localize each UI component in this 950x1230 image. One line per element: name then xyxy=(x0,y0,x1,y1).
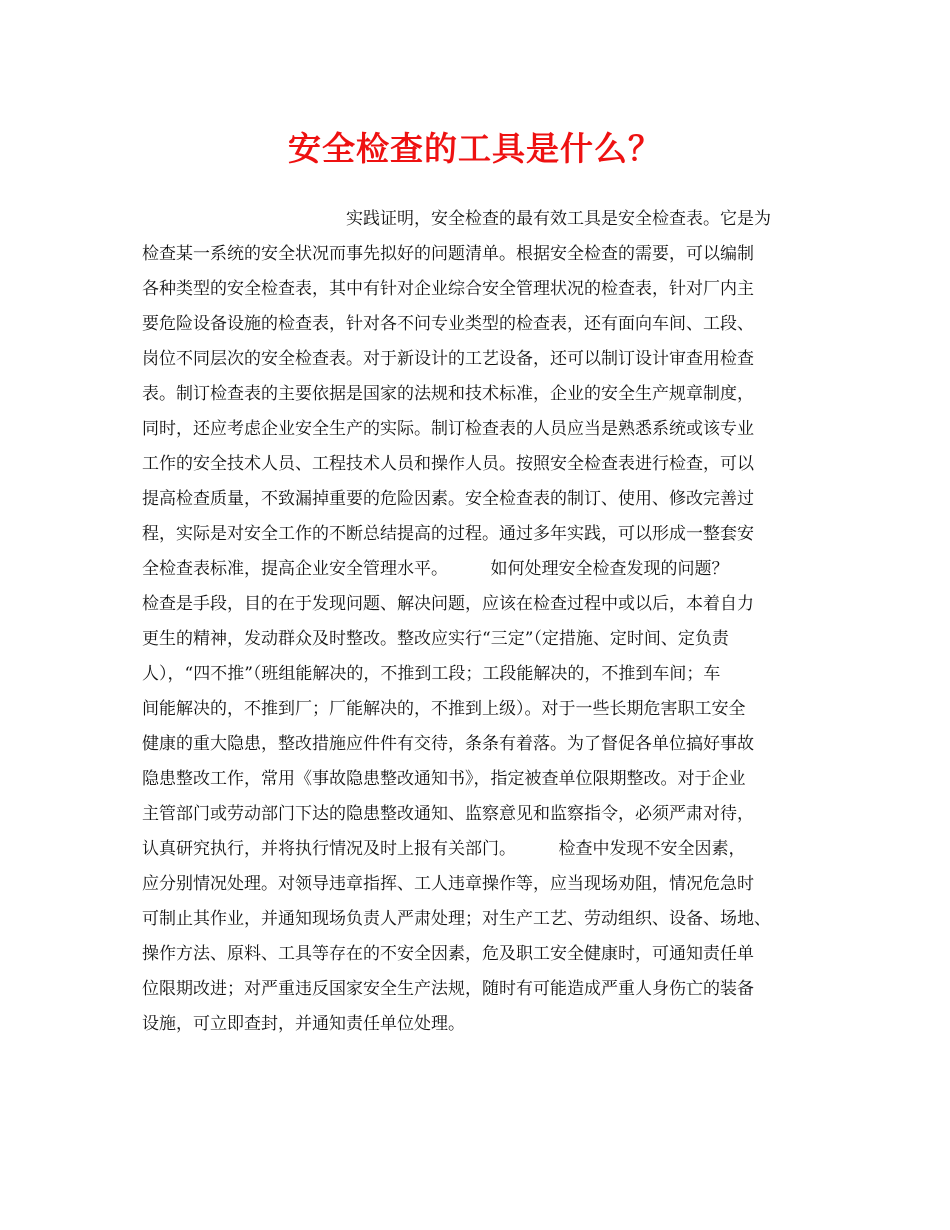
body-line: 间能解决的，不推到厂；厂能解决的，不推到上级）。对于一些长期危害职工安全 xyxy=(142,699,746,719)
body-line: 设施，可立即查封，并通知责任单位处理。 xyxy=(142,1014,465,1034)
body-line: 隐患整改工作，常用《事故隐患整改通知书》，指定被查单位限期整改。对于企业 xyxy=(142,769,746,789)
body-line: 操作方法、原料、工具等存在的不安全因素，危及职工安全健康时，可通知责任单 xyxy=(142,944,754,964)
body-line: 程，实际是对安全工作的不断总结提高的过程。通过多年实践，可以形成一整套安 xyxy=(142,524,754,544)
document-body xyxy=(142,202,822,1042)
body-line: 实践证明，安全检查的最有效工具是安全检查表。它是为 xyxy=(346,209,771,229)
document-title: 安全检查的工具是什么？ xyxy=(288,129,662,168)
body-line: 全检查表标准，提高企业安全管理水平。 如何处理安全检查发现的问题？ xyxy=(142,559,729,579)
body-line: 工作的安全技术人员、工程技术人员和操作人员。按照安全检查表进行检查，可以 xyxy=(142,454,754,474)
body-line: 检查某一系统的安全状况而事先拟好的问题清单。根据安全检查的需要，可以编制 xyxy=(142,244,754,264)
body-line: 可制止其作业，并通知现场负责人严肃处理；对生产工艺、劳动组织、设备、场地、 xyxy=(142,909,771,929)
body-line: 主管部门或劳动部门下达的隐患整改通知、监察意见和监察指令，必须严肃对待， xyxy=(142,804,754,824)
body-line: 各种类型的安全检查表，其中有针对企业综合安全管理状况的检查表，针对厂内主 xyxy=(142,279,754,299)
body-line: 要危险设备设施的检查表，针对各不问专业类型的检查表，还有面向车间、工段、 xyxy=(142,314,754,334)
body-line: 同时，还应考虑企业安全生产的实际。制订检查表的人员应当是熟悉系统或该专业 xyxy=(142,419,754,439)
body-line: 更生的精神，发动群众及时整改。整改应实行“三定”（定措施、定时间、定负责 xyxy=(142,629,729,649)
body-line: 人），“四不推”（班组能解决的，不推到工段；工段能解决的，不推到车间；车 xyxy=(142,664,721,684)
body-line: 岗位不同层次的安全检查表。对于新设计的工艺设备，还可以制订设计审查用检查 xyxy=(142,349,754,369)
body-line: 健康的重大隐患，整改措施应件件有交待，条条有着落。为了督促各单位搞好事故 xyxy=(142,734,754,754)
body-line: 提高检查质量，不致漏掉重要的危险因素。安全检查表的制订、使用、修改完善过 xyxy=(142,489,754,509)
body-line: 位限期改进；对严重违反国家安全生产法规，随时有可能造成严重人身伤亡的装备 xyxy=(142,979,754,999)
body-line: 表。制订检查表的主要依据是国家的法规和技术标准，企业的安全生产规章制度， xyxy=(142,384,754,404)
body-line: 认真研究执行，并将执行情况及时上报有关部门。 检查中发现不安全因素， xyxy=(142,839,746,859)
body-line: 检查是手段，目的在于发现问题、解决问题，应该在检查过程中或以后，本着自力 xyxy=(142,594,754,614)
body-line: 应分别情况处理。对领导违章指挥、工人违章操作等，应当现场劝阻，情况危急时 xyxy=(142,874,754,894)
